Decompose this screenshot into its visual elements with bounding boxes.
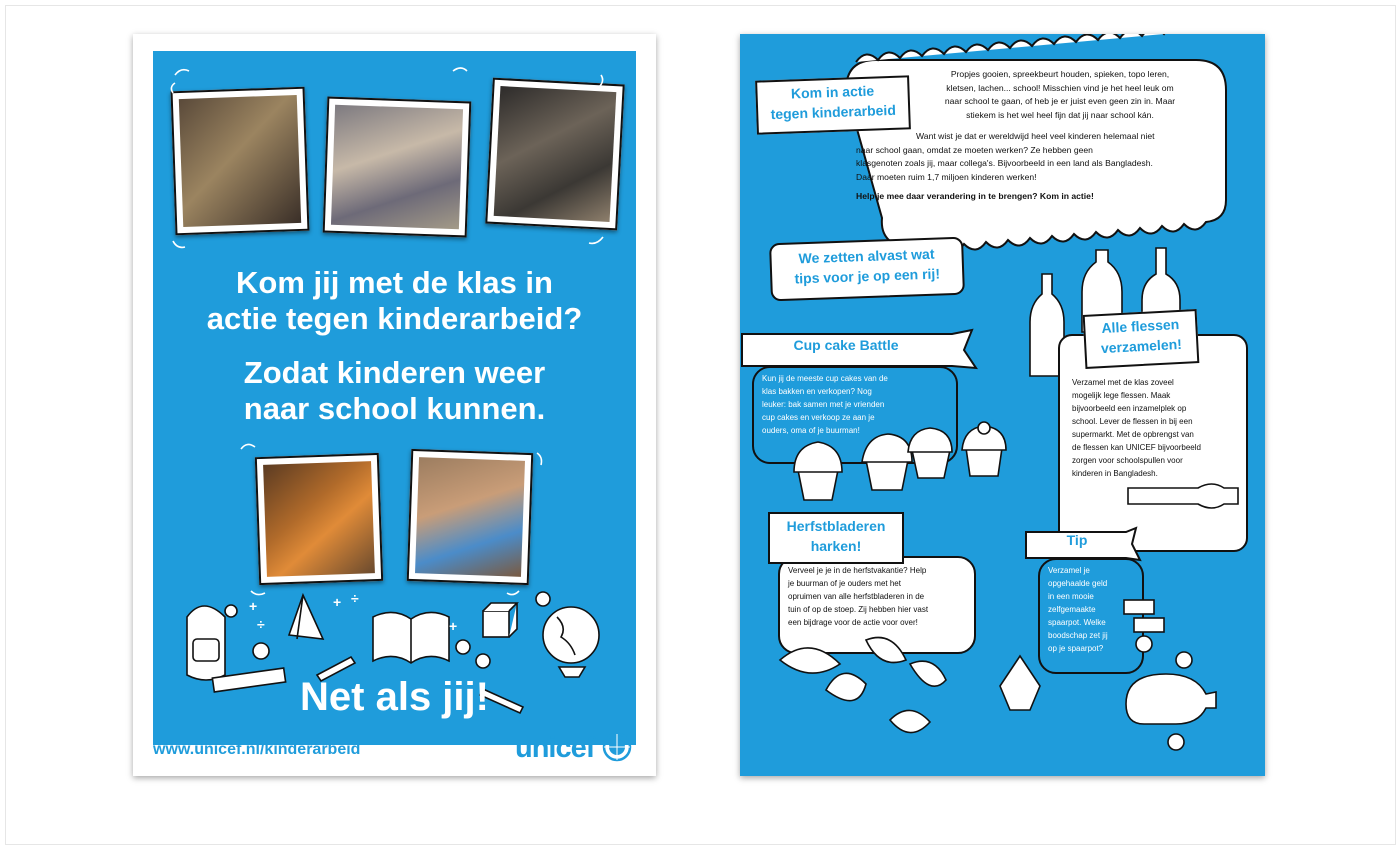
tips-banner <box>769 237 965 302</box>
bottles-text-line: bijvoorbeeld een inzamelplek op <box>1072 404 1187 413</box>
poster-slogan: Net als jij! <box>300 675 489 719</box>
leaves-title-line-b: harken! <box>810 538 862 554</box>
unicef-globe-icon <box>601 731 633 763</box>
intro-title-line-b: tegen kinderarbeid <box>770 101 897 123</box>
poster <box>133 34 656 776</box>
bottles-text-line: zorgen voor schoolspullen voor <box>1072 456 1183 465</box>
svg-text:+: + <box>249 598 258 614</box>
bottles-text-line: Verzamel met de klas zoveel <box>1072 378 1174 387</box>
cupcake-title: Cup cake Battle <box>793 337 899 353</box>
cupcake-text-line: cup cakes en verkoop ze aan je <box>762 413 875 422</box>
tip-text-line: zelfgemaakte <box>1048 605 1096 614</box>
intro-title-box <box>755 75 911 134</box>
bottles-text-line: kinderen in Bangladesh. <box>1072 469 1158 478</box>
bottles-title-line-b: verzamelen! <box>1100 335 1183 357</box>
intro-p1-line: kletsen, lachen... school! Misschien vind je het heel leuk om <box>946 82 1174 93</box>
leaves-text-line: tuin of op de stoep. Zij hebben hier vast <box>788 605 929 614</box>
bottles-text-line: de flessen kan UNICEF bijvoorbeeld <box>1072 443 1201 452</box>
intro-p1-line: Propjes gooien, spreekbeurt houden, spieken, topo leren, <box>950 69 1170 79</box>
poster-headline-2-line-a: Zodat kinderen weer <box>243 355 546 390</box>
svg-text:÷: ÷ <box>351 590 359 606</box>
intro-p2-line: Want wist je dat er wereldwijd heel veel kinderen helemaal niet <box>916 131 1155 141</box>
tip-text-line: op je spaarpot? <box>1048 644 1104 653</box>
poster-headline-1-line-a: Kom jij met de klas in <box>236 265 553 300</box>
leaves-text-line: een bijdrage voor de actie voor over! <box>788 618 918 627</box>
cupcake-text-line: ouders, oma of je buurman! <box>762 426 860 435</box>
tips-banner-line-a: We zetten alvast wat <box>798 245 935 267</box>
flyer <box>740 34 1265 776</box>
tip-text-line: boodschap zet jij <box>1048 631 1108 640</box>
leaves-text-line: je buurman of je ouders met het <box>788 579 901 588</box>
tip-text-line: Verzamel je <box>1048 566 1090 575</box>
intro-paragraph-2 <box>856 130 1176 184</box>
tip-text-line: opgehaalde geld <box>1048 579 1108 588</box>
leaves-text-line: Verveel je je in de herfstvakantie? Help <box>788 566 927 575</box>
intro-p2-line: naar school gaan, omdat ze moeten werken? Ze hebben geen <box>856 144 1093 155</box>
svg-text:÷: ÷ <box>257 616 265 632</box>
school-doodles-icon <box>153 51 636 745</box>
leaves-title-box <box>768 512 904 564</box>
cupcake-text-line: klas bakken en verkopen? Nog <box>762 387 872 396</box>
piggy-bank-icon <box>1114 594 1254 754</box>
bottles-text-line: mogelijk lege flessen. Maak <box>1072 391 1171 400</box>
poster-blue-panel <box>153 51 636 745</box>
intro-title-line-a: Kom in actie <box>790 82 875 102</box>
lying-bottle-icon <box>1122 474 1252 518</box>
poster-url-link[interactable]: www.unicef.nl/kinderarbeid <box>153 741 361 758</box>
svg-text:+: + <box>333 594 342 610</box>
cupcake-text-line: Kun jij de meeste cup cakes van de <box>762 374 888 383</box>
unicef-logo: unicef <box>515 732 595 764</box>
tips-banner-line-b: tips voor je op een rij! <box>794 265 941 287</box>
poster-headline-1-line-b: actie tegen kinderarbeid? <box>206 301 583 336</box>
intro-paragraph-1 <box>910 68 1210 122</box>
svg-text:+: + <box>449 618 458 634</box>
cupcakes-icon <box>790 414 1010 504</box>
bottles-text-line: school. Lever de flessen in bij een <box>1072 417 1193 426</box>
bottles-title-line-a: Alle flessen <box>1101 315 1180 337</box>
bottles-title-box <box>1083 309 1200 369</box>
intro-p1-line: stiekem is het wel heel fijn dat jij naar school kán. <box>966 109 1154 120</box>
leaves-title-line-a: Herfstbladeren <box>786 518 886 534</box>
intro-p1-line: naar school te gaan, of heb je er juist even geen zin in. Maar <box>944 96 1176 106</box>
intro-p2-line: klasgenoten zoals jij, maar collega's. Bijvoorbeeld in een land als Bangladesh. <box>856 158 1153 168</box>
tip-title: Tip <box>1066 532 1088 548</box>
tip-text-line: in een mooie <box>1048 592 1094 601</box>
bottles-text-line: supermarkt. Met de opbrengst van <box>1072 430 1194 439</box>
poster-headline-2-line-b: naar school kunnen. <box>243 391 546 426</box>
cupcake-text-line: leuker: bak samen met je vrienden <box>762 400 885 409</box>
intro-call-to-action: Help je mee daar verandering in te brengen? Kom in actie! <box>856 191 1094 201</box>
tip-text-line: spaarpot. Welke <box>1048 618 1106 627</box>
leaves-text-line: opruimen van alle herfstbladeren in de <box>788 592 925 601</box>
intro-p2-line: Daar moeten ruim 1,7 miljoen kinderen werken! <box>856 171 1037 182</box>
